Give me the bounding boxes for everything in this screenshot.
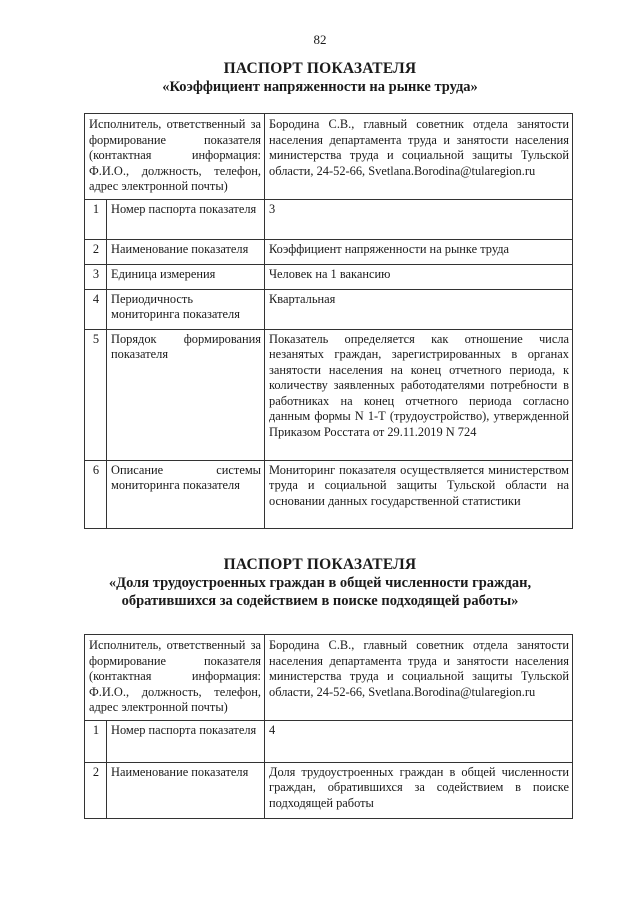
- row-value: Доля трудоустроенных граждан в общей численности граждан, обратившихся за содействием в поиске подходящей работы: [265, 762, 573, 818]
- row-label: Описание системы мониторинга показателя: [107, 460, 265, 528]
- passport-1-title: [0, 60, 640, 96]
- row-number: 2: [85, 762, 107, 818]
- row-value: Квартальная: [265, 289, 573, 329]
- contact-label: Исполнитель, ответственный за формирование показателя (контактная информация: Ф.И.О., должность, телефон, адрес электронной почты): [85, 635, 265, 721]
- row-number: 2: [85, 239, 107, 264]
- table-row: [85, 720, 573, 762]
- passport-2-heading: ПАСПОРТ ПОКАЗАТЕЛЯ: [223, 556, 417, 573]
- row-label: Номер паспорта показателя: [107, 720, 265, 762]
- table-row: [85, 635, 573, 721]
- row-number: 6: [85, 460, 107, 528]
- row-label: Номер паспорта показателя: [107, 199, 265, 239]
- row-value: Коэффициент напряженности на рынке труда: [265, 239, 573, 264]
- row-value: Показатель определяется как отношение числа незанятых граждан, зарегистрированных в органах занятости населения на конец отчетного периода, к количеству заявленных работодателями потребности в работниках на конец отчетного периода согласно данным формы N 1-Т (трудоустройство), утвержденной Приказом Росстата от 29.11.2019 N 724: [265, 329, 573, 460]
- row-label: Наименование показателя: [107, 239, 265, 264]
- table-row: [85, 114, 573, 200]
- contact-value: Бородина С.В., главный советник отдела занятости населения департамента труда и занятости населения министерства труда и социальной защиты Тульской области, 24-52-66, Svetlana.Borodina@tularegion.ru: [265, 635, 573, 721]
- row-value: Мониторинг показателя осуществляется министерством труда и социальной защиты Тульской области на основании данных государственной статистики: [265, 460, 573, 528]
- table-row: [85, 762, 573, 818]
- passport-2-subtitle-line-1: «Доля трудоустроенных граждан в общей численности граждан,: [108, 575, 532, 591]
- row-number: 1: [85, 720, 107, 762]
- page-number: 82: [313, 32, 327, 47]
- row-number: 4: [85, 289, 107, 329]
- passport-2-table: [84, 634, 573, 819]
- passport-1-table: [84, 113, 573, 529]
- row-value: 3: [265, 199, 573, 239]
- table-row: [85, 329, 573, 460]
- passport-1-subtitle: «Коэффициент напряженности на рынке труда»: [162, 79, 478, 95]
- table-row: [85, 199, 573, 239]
- passport-2-title: [0, 556, 640, 610]
- passport-1-heading: ПАСПОРТ ПОКАЗАТЕЛЯ: [223, 60, 417, 77]
- table-row: [85, 289, 573, 329]
- table-row: [85, 239, 573, 264]
- row-value: 4: [265, 720, 573, 762]
- row-number: 5: [85, 329, 107, 460]
- table-row: [85, 460, 573, 528]
- contact-value: Бородина С.В., главный советник отдела занятости населения департамента труда и занятости населения министерства труда и социальной защиты Тульской области, 24-52-66, Svetlana.Borodina@tularegion.ru: [265, 114, 573, 200]
- row-label: Единица измерения: [107, 264, 265, 289]
- row-number: 1: [85, 199, 107, 239]
- passport-2-subtitle-line-2: обратившихся за содействием в поиске подходящей работы»: [121, 593, 519, 609]
- row-label: Порядок формирования показателя: [107, 329, 265, 460]
- row-number: 3: [85, 264, 107, 289]
- row-value: Человек на 1 вакансию: [265, 264, 573, 289]
- row-label: Наименование показателя: [107, 762, 265, 818]
- contact-label: Исполнитель, ответственный за формирование показателя (контактная информация: Ф.И.О., должность, телефон, адрес электронной почты): [85, 114, 265, 200]
- table-row: [85, 264, 573, 289]
- row-label: Периодичность мониторинга показателя: [107, 289, 265, 329]
